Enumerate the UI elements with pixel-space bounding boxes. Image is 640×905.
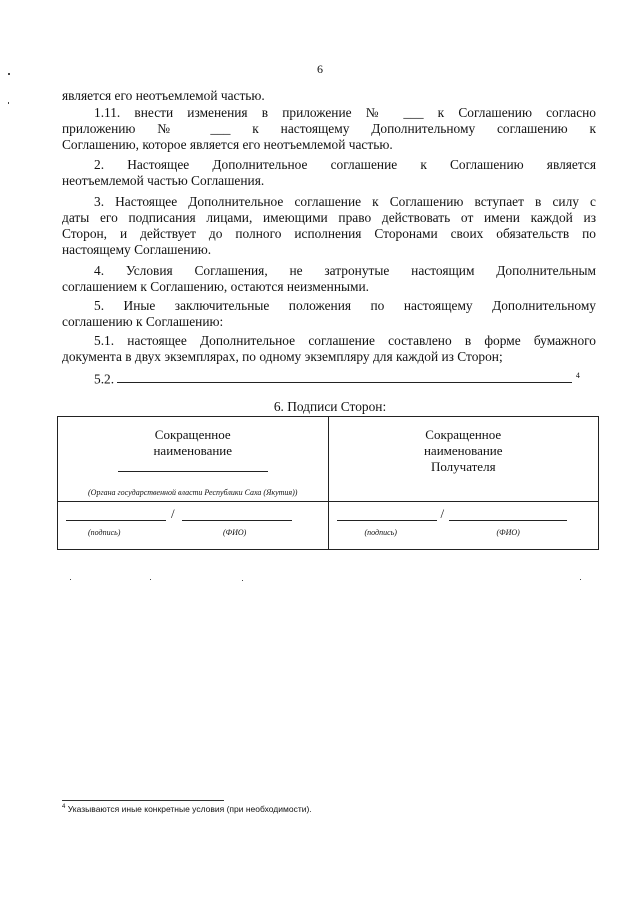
text-line: даты его подписания лицами, имеющими право действовать от имени каждой из <box>62 210 596 225</box>
scan-speck <box>242 580 243 581</box>
right-signature-cell <box>328 502 599 550</box>
paragraph-continuation <box>62 88 596 104</box>
text-line: Сторон, и действует до полного исполнения Сторонами своих обязательств по <box>62 226 596 241</box>
text-line: неотъемлемой частью Соглашения. <box>62 173 265 188</box>
signature-caption: (подпись) <box>88 528 121 537</box>
text-line: соглашению к Соглашению: <box>62 314 224 329</box>
scan-speck <box>8 102 9 104</box>
paragraph-4 <box>62 263 596 295</box>
org-caption: (Органа государственной власти Республики Саха (Якутия)) <box>88 488 298 497</box>
fill-in-blank <box>117 370 572 383</box>
text-line: 3. Настоящее Дополнительное соглашение к Соглашению вступает в силу с <box>94 194 596 209</box>
party-name-line: Получателя <box>430 459 496 474</box>
paragraph-2 <box>62 157 596 189</box>
section-title: 6. Подписи Сторон: <box>273 399 387 414</box>
signatures-table <box>57 416 599 550</box>
fio-caption: (ФИО) <box>223 528 247 537</box>
signature-blank <box>66 514 166 521</box>
party-name-line: Сокращенное <box>154 427 231 442</box>
footnote <box>62 804 312 814</box>
paragraph-5-1 <box>62 333 596 365</box>
footnote-text: Указываются иные конкретные условия (при необходимости). <box>67 804 312 814</box>
text-line: настоящему Соглашению. <box>62 242 212 257</box>
text-line: документа в двух экземплярах, по одному экземпляру для каждой из Сторон; <box>62 349 503 364</box>
paragraph-1-11 <box>62 105 596 153</box>
text-line: приложению № ___ к настоящему Дополнительному соглашению к <box>62 121 596 136</box>
text-line: 4. Условия Соглашения, не затронутые настоящим Дополнительным <box>94 263 596 278</box>
signature-blank <box>337 514 437 521</box>
paragraph-3 <box>62 194 596 258</box>
text-line: является его неотъемлемой частью. <box>62 88 265 103</box>
name-blank <box>118 465 268 472</box>
signature-caption: (подпись) <box>364 528 397 537</box>
text-line: Соглашению, которое является его неотъемлемой частью. <box>62 137 393 152</box>
scan-speck <box>580 579 581 580</box>
page-number: 6 <box>317 62 323 76</box>
slash: / <box>171 506 175 521</box>
text-line: 1.11. внести изменения в приложение № ___ к Соглашению согласно <box>94 105 596 120</box>
text-line <box>62 368 596 387</box>
fio-blank <box>182 514 292 521</box>
clause-number: 5.2. <box>94 371 115 387</box>
text-line: 5.1. настоящее Дополнительное соглашение составлено в форме бумажного <box>94 333 596 348</box>
scan-speck <box>150 579 151 580</box>
slash: / <box>440 506 445 521</box>
footnote-mark: 4 <box>62 804 66 811</box>
text-line: соглашением к Соглашению, остаются неизменными. <box>62 279 369 294</box>
footnote-separator <box>62 800 224 801</box>
party-name-line: наименование <box>423 443 503 458</box>
left-signature-cell <box>58 502 329 550</box>
text-line: 2. Настоящее Дополнительное соглашение к Соглашению является <box>94 157 596 172</box>
left-party-name-cell <box>58 417 329 502</box>
scan-speck <box>8 73 10 75</box>
right-party-name-cell <box>328 417 599 502</box>
party-name-line: наименование <box>153 443 233 458</box>
fio-blank <box>449 514 567 521</box>
party-name-line: Сокращенное <box>425 427 502 442</box>
scan-speck <box>70 579 71 580</box>
paragraph-5 <box>62 298 596 330</box>
text-line: 5. Иные заключительные положения по настоящему Дополнительному <box>94 298 596 313</box>
paragraph-5-2 <box>62 368 596 387</box>
fio-caption: (ФИО) <box>496 528 520 537</box>
footnote-reference: 4 <box>575 371 580 380</box>
